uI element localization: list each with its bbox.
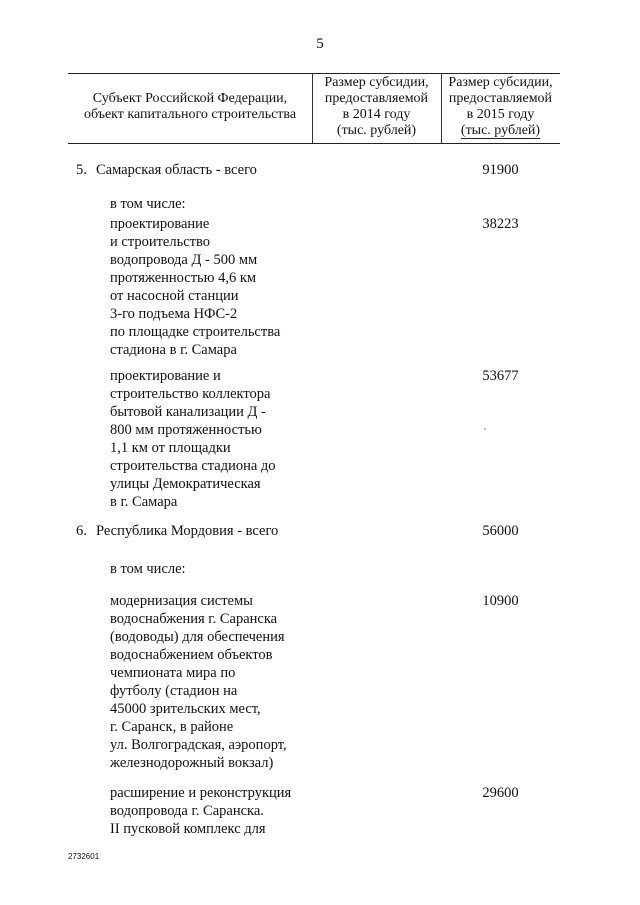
row-value-2015: 91900 [482,162,519,178]
description-line: проектирование [110,216,210,232]
description-line: от насосной станции [110,288,239,304]
row-description [110,215,280,359]
header-2015-line: Размер субсидии, [448,75,553,90]
description-line: и строительство [110,234,210,250]
description-line: стадиона в г. Самара [110,342,237,358]
header-2014-line: Размер субсидии, [324,75,429,90]
description-line: расширение и реконструкция [110,785,292,801]
row-title: Республика Мордовия - всего [96,523,279,539]
page-number: 5 [316,36,324,52]
description-line: (водоводы) для обеспечения [110,629,285,645]
header-subject-line: Субъект Российской Федерации, [92,91,288,106]
row-number: 6. [76,523,87,539]
header-2015-line: (тыс. рублей) [460,123,541,138]
header-2015-line: предоставляемой [448,91,553,106]
row-number: 5. [76,162,87,178]
row-description [110,367,276,511]
description-line: протяженностью 4,6 км [110,270,257,286]
header-2015-line: в 2015 году [466,107,535,122]
description-line: чемпионата мира по [110,665,236,681]
description-line: проектирование и [110,368,221,384]
description-line: 3-го подъема НФС-2 [110,306,238,322]
description-line: бытовой канализации Д - [110,404,266,420]
row-value-2015: 56000 [482,523,519,539]
description-line: 1,1 км от площадки [110,440,231,456]
row-description [110,784,291,838]
row-value-2015: 29600 [482,785,519,801]
row-description [110,592,287,772]
description-line: г. Саранск, в районе [110,719,234,735]
description-line: водопровода г. Саранска. [110,803,264,819]
description-line: футболу (стадион на [110,683,238,699]
description-line: водоснабжением объектов [110,647,273,663]
row-title: Самарская область - всего [96,162,257,178]
header-subsidy-2015 [441,75,560,139]
description-line: 45000 зрительских мест, [110,701,261,717]
description-line: водопровода Д - 500 мм [110,252,258,268]
header-2014-line: (тыс. рублей) [336,123,417,138]
footer-document-code: 2732601 [68,852,100,861]
header-subsidy-2014 [312,75,441,139]
description-line: 800 мм протяженностью [110,422,262,438]
description-line: в г. Самара [110,494,178,510]
header-2014-line: в 2014 году [342,107,411,122]
row-value-2015: 38223 [482,216,519,232]
header-subject [68,91,312,123]
description-line: II пусковой комплекс для [110,821,266,837]
scan-speck [484,428,486,430]
header-top-rule [68,73,560,74]
description-line: строительство коллектора [110,386,271,402]
header-2014-line: предоставляемой [324,91,429,106]
row-label: в том числе: [110,561,186,577]
row-value-2015: 10900 [482,593,519,609]
description-line: строительства стадиона до [110,458,276,474]
description-line: улицы Демократическая [110,476,261,492]
header-bottom-rule [68,143,560,144]
description-line: ул. Волгоградская, аэропорт, [110,737,287,753]
description-line: водоснабжения г. Саранска [110,611,278,627]
row-value-2015: 53677 [482,368,519,384]
row-label: в том числе: [110,196,186,212]
header-subject-line: объект капитального строительства [83,107,297,122]
description-line: железнодорожный вокзал) [110,755,274,771]
description-line: модернизация системы [110,593,253,609]
description-line: по площадке строительства [110,324,281,340]
